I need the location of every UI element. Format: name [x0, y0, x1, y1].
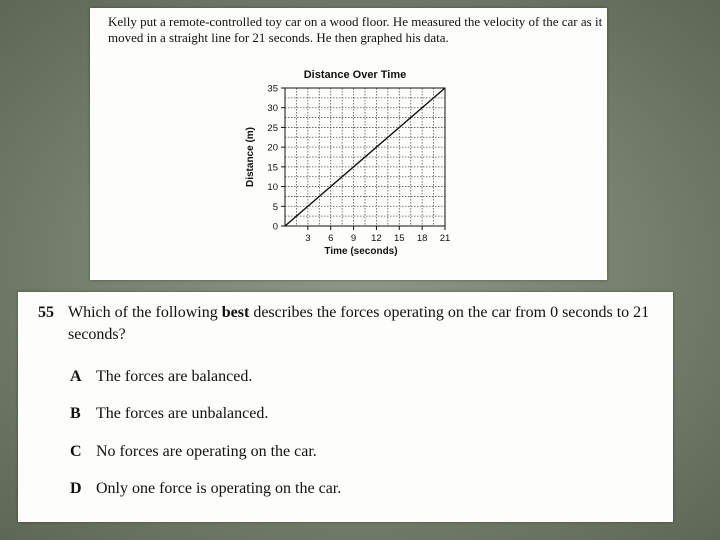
option-a-text: The forces are balanced. — [96, 368, 253, 385]
x-tick-label: 15 — [393, 233, 405, 244]
y-axis-label: Distance (m) — [245, 126, 256, 188]
option-c-text: No forces are operating on the car. — [96, 443, 317, 460]
x-tick-label: 21 — [439, 233, 451, 244]
intro-text: Kelly put a remote-controlled toy car on a wood floor. He measured the velocity of the car as it moved in a straight line for 21 seconds. He then graphed his data. — [108, 14, 603, 45]
y-tick-label: 0 — [272, 221, 278, 233]
distance-time-chart — [90, 8, 607, 280]
x-tick-label: 6 — [328, 233, 334, 244]
question-text-after: describes the forces operating on the car from 0 seconds to 21 seconds? — [68, 304, 650, 343]
y-tick-label: 25 — [267, 122, 278, 134]
x-tick-label: 18 — [416, 233, 428, 244]
option-c-letter: C — [70, 443, 82, 460]
option-b-text: The forces are unbalanced. — [96, 405, 269, 422]
question-text — [68, 302, 658, 346]
option-d-text: Only one force is operating on the car. — [96, 480, 342, 497]
y-tick-label: 35 — [267, 83, 278, 95]
chart-title: Distance Over Time — [303, 69, 407, 81]
y-tick-label: 10 — [267, 182, 278, 194]
option-a[interactable] — [70, 368, 252, 386]
question-emphasis: best — [221, 304, 250, 321]
option-a-letter: A — [70, 368, 82, 385]
y-tick-label: 20 — [267, 142, 278, 154]
question-number: 55 — [38, 304, 54, 321]
option-b[interactable] — [70, 405, 268, 423]
graph-scan — [90, 8, 607, 280]
question-text-before: Which of the following — [68, 304, 222, 321]
option-d-letter: D — [70, 480, 82, 497]
x-tick-label: 12 — [371, 233, 382, 244]
option-c[interactable] — [70, 443, 317, 461]
x-tick-label: 9 — [350, 233, 357, 244]
y-tick-label: 15 — [267, 162, 278, 174]
option-b-letter: B — [70, 405, 81, 422]
y-tick-label: 5 — [272, 201, 278, 213]
option-d[interactable] — [70, 480, 341, 498]
question-scan — [18, 292, 673, 522]
y-tick-label: 30 — [267, 103, 278, 115]
x-axis-label: Time (seconds) — [324, 246, 398, 257]
x-tick-label: 3 — [305, 233, 311, 244]
